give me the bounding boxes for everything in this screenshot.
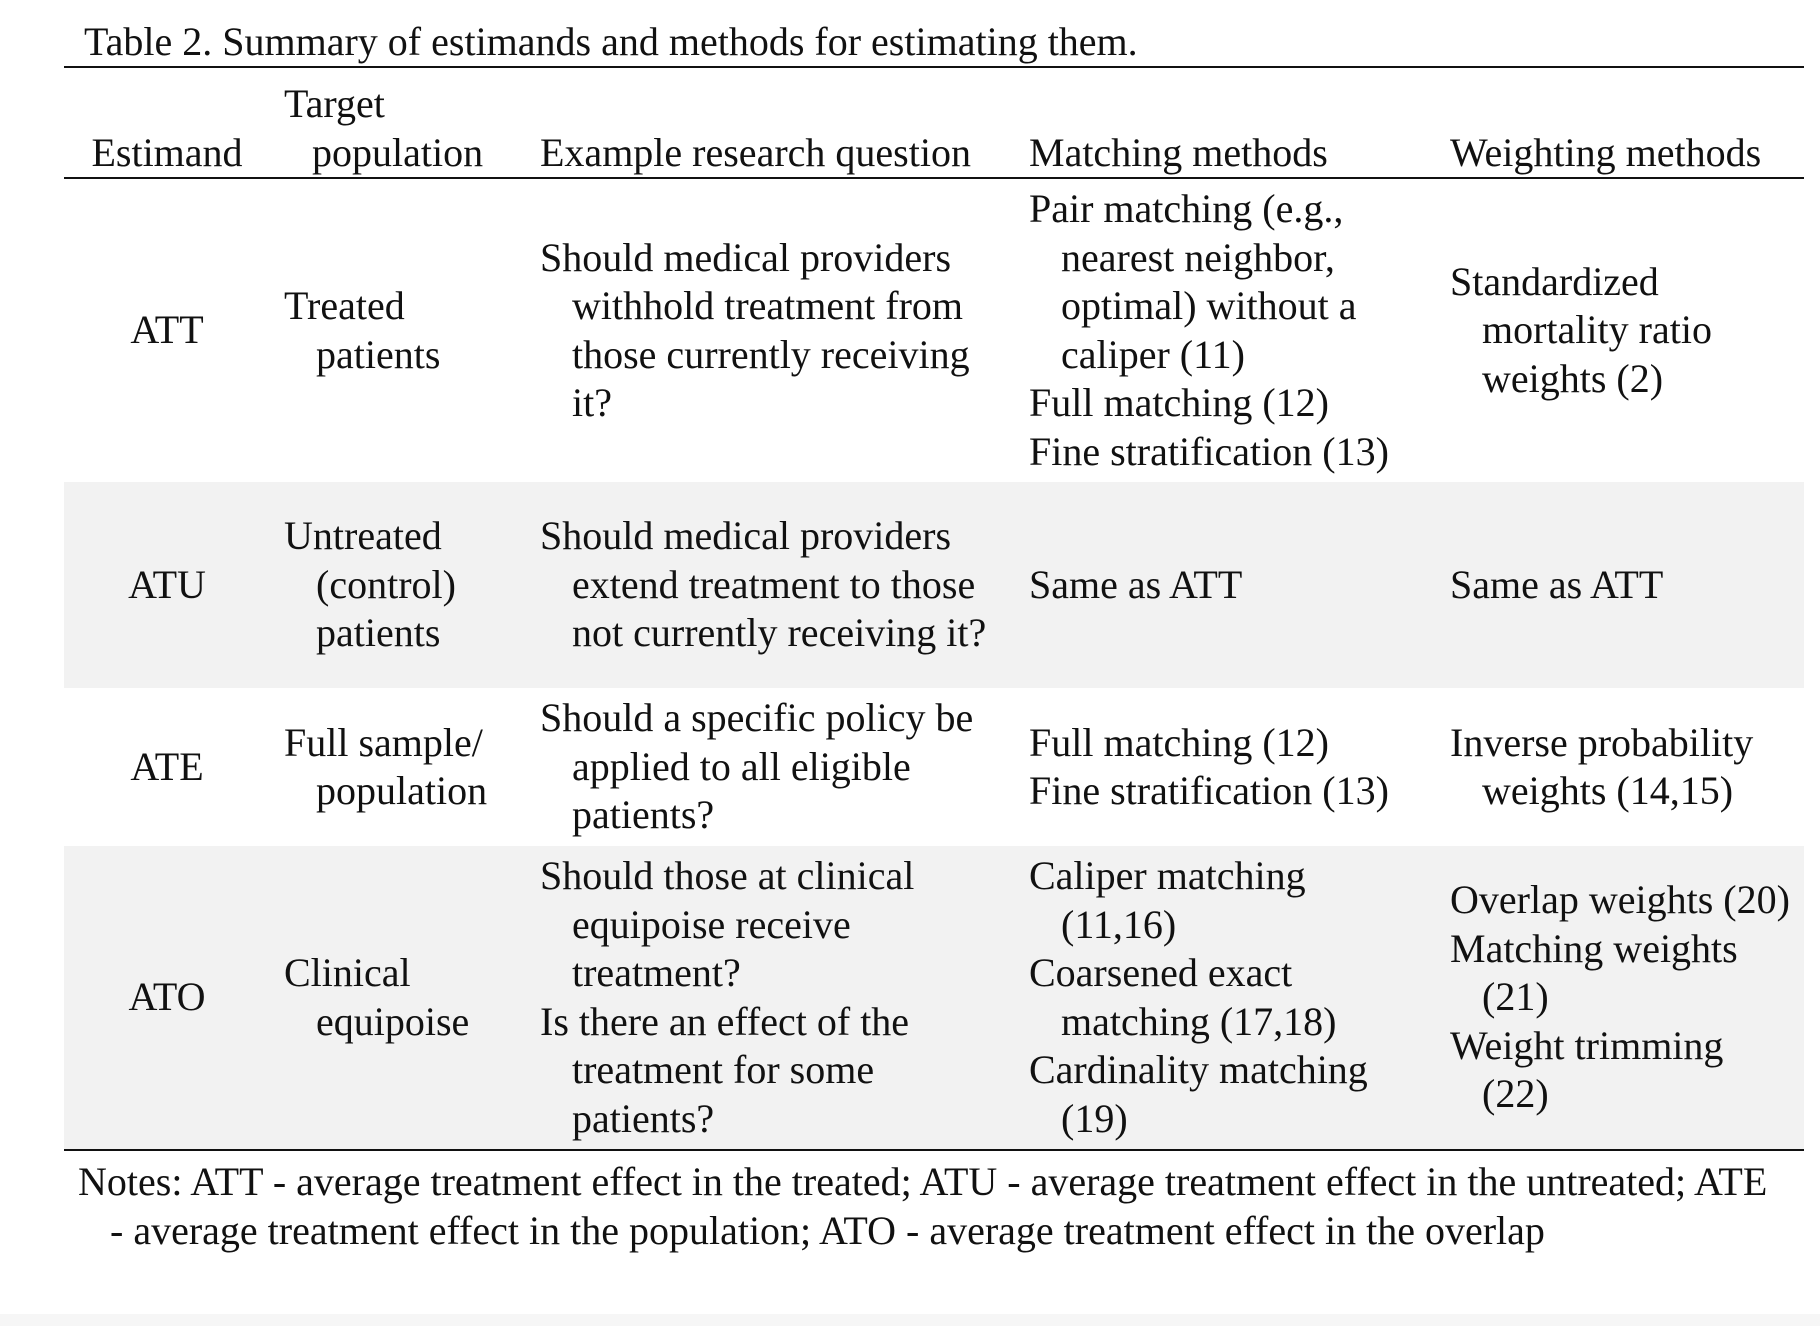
matching-cell: Same as ATT [1015,482,1436,688]
header-estimand: Estimand [64,68,270,178]
population-cell: Full sample/ population [284,719,488,813]
estimand-cell: ATO [64,846,270,1150]
table-row [64,688,1804,846]
header-target-population [270,68,526,178]
question-cell: Should medical providers withhold treatment from those currently receiving it? [540,234,970,425]
header-target-line1: Target [284,81,385,126]
weighting-cell: Inverse probability weights (14,15) [1450,719,1754,813]
matching-cell: Caliper matching (11,16) Coarsened exact matching (17,18) Cardinality matching (19) [1015,846,1436,1150]
weighting-cell: Same as ATT [1436,482,1804,688]
table-caption: Table 2. Summary of estimands and methods for estimating them. [84,19,1138,64]
header-matching-methods: Matching methods [1015,68,1436,178]
question-cell: Should a specific policy be applied to all eligible patients? [540,695,974,838]
question-cell: Should those at clinical equipoise receive treatment? Is there an effect of the treatment for some patients? [526,846,1015,1150]
header-weighting-methods: Weighting methods [1436,68,1804,178]
question-cell: Should medical providers extend treatment to those not currently receiving it? [526,482,1015,688]
header-target-line2: population [312,129,484,175]
matching-cell: Full matching (12) Fine stratification (13) [1029,719,1389,813]
estimand-cell: ATT [130,307,204,353]
table-row [64,178,1804,482]
table-document [64,18,1804,1255]
matching-cell: Pair matching (e.g., nearest neighbor, optimal) without a caliper (11) Full matching (12) Fine stratification (13) [1029,186,1389,474]
population-cell: Treated patients [284,283,441,377]
header-row [64,68,1804,178]
table-row [64,846,1804,1150]
estimands-table [64,68,1804,1151]
page-bottom-strip [0,1314,1820,1326]
table-notes: Notes: ATT - average treatment effect in the treated; ATU - average treatment effect in the untreated; ATE - average treatment effect in the population; ATO - average treatment effect in the overlap [78,1159,1768,1253]
estimand-cell: ATE [130,743,204,789]
header-research-question: Example research question [526,68,1015,178]
weighting-cell: Overlap weights (20) Matching weights (21) Weight trimming (22) [1436,846,1804,1150]
estimand-cell: ATU [64,482,270,688]
weighting-cell: Standardized mortality ratio weights (2) [1450,258,1712,401]
table-row [64,482,1804,688]
population-cell: Untreated (control) patients [270,482,526,688]
population-cell: Clinical equipoise [270,846,526,1150]
